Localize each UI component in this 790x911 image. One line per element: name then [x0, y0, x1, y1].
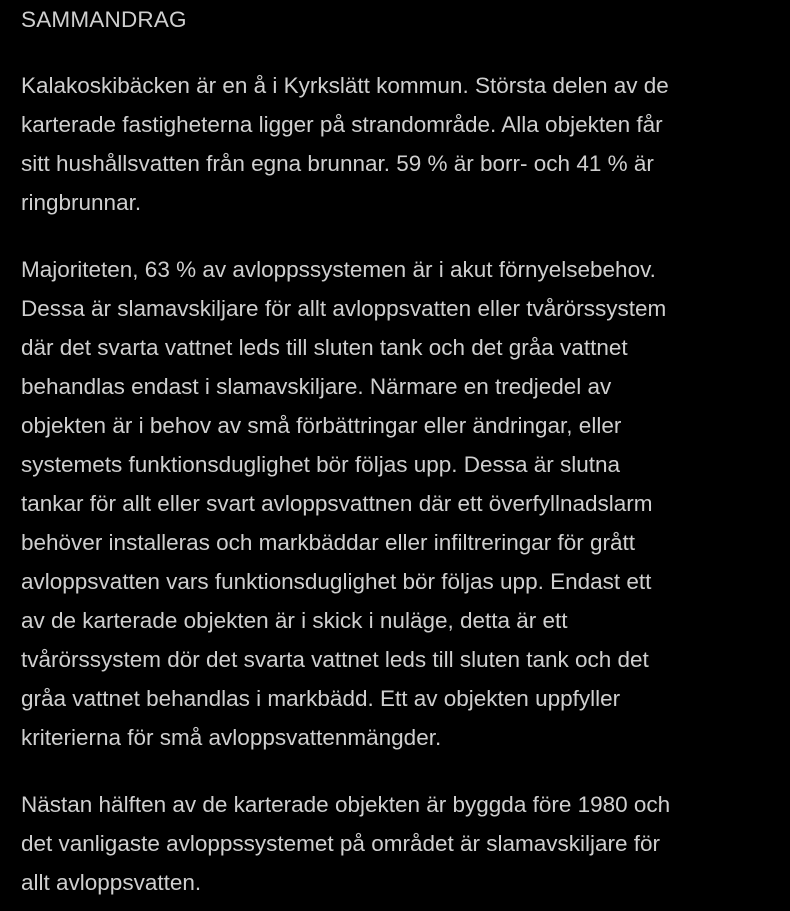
text-line: behöver installeras och markbäddar eller infiltreringar för grått: [21, 530, 636, 555]
text-line: ringbrunnar.: [21, 190, 142, 215]
text-line: Kalakoskibäcken är en å i Kyrkslätt kommun. Största delen av de: [21, 73, 669, 98]
text-line: av de karterade objekten är i skick i nuläge, detta är ett: [21, 608, 568, 633]
paragraph-2: [21, 250, 781, 757]
text-line: Dessa är slamavskiljare för allt avloppsvatten eller tvårörssystem: [21, 296, 667, 321]
text-line: karterade fastigheterna ligger på strandområde. Alla objekten får: [21, 112, 663, 137]
text-line: tankar för allt eller svart avloppsvattnen där ett överfyllnadslarm: [21, 491, 653, 516]
section-heading: SAMMANDRAG: [21, 7, 187, 32]
text-line: Nästan hälften av de karterade objekten är byggda före 1980 och: [21, 792, 671, 817]
paragraph-1: [21, 66, 781, 222]
paragraph-3: [21, 785, 781, 902]
text-line: kriterierna för små avloppsvattenmängder.: [21, 725, 442, 750]
text-line: objekten är i behov av små förbättringar eller ändringar, eller: [21, 413, 622, 438]
text-line: behandlas endast i slamavskiljare. Närmare en tredjedel av: [21, 374, 612, 399]
text-line: Majoriteten, 63 % av avloppssystemen är i akut förnyelsebehov.: [21, 257, 656, 282]
text-line: systemets funktionsduglighet bör följas upp. Dessa är slutna: [21, 452, 621, 477]
text-line: avloppsvatten vars funktionsduglighet bör följas upp. Endast ett: [21, 569, 652, 594]
text-line: det vanligaste avloppssystemet på området är slamavskiljare för: [21, 831, 661, 856]
text-line: sitt hushållsvatten från egna brunnar. 59 % är borr- och 41 % är: [21, 151, 654, 176]
text-line: allt avloppsvatten.: [21, 870, 202, 895]
text-line: gråa vattnet behandlas i markbädd. Ett av objekten uppfyller: [21, 686, 621, 711]
text-line: tvårörssystem dör det svarta vattnet leds till sluten tank och det: [21, 647, 649, 672]
text-line: där det svarta vattnet leds till sluten tank och det gråa vattnet: [21, 335, 628, 360]
